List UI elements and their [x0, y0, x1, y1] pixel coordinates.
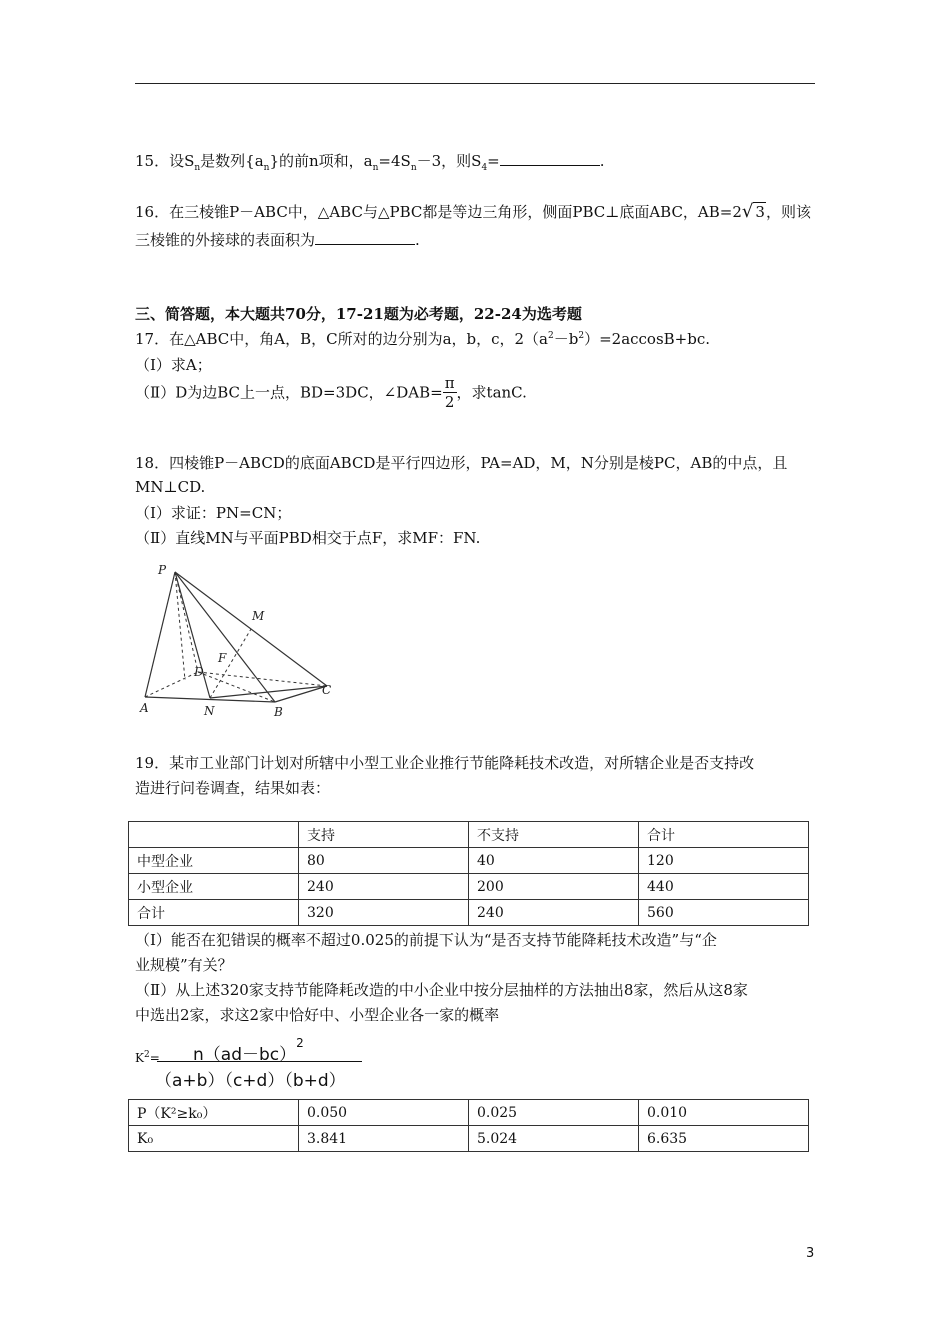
table-row: 小型企业 240 200 440 — [129, 874, 809, 900]
pyramid-figure — [130, 560, 350, 720]
label-C: C — [322, 683, 332, 697]
question-17-part2: （Ⅱ）D为边BC上一点，BD=3DC，∠DAB= $\frac{\pi}{2}$ ，求tanC. — [135, 374, 527, 411]
question-17: 17．在△ABC中，角A，B，C所对的边分别为a，b，c，$2(a^2-b^2)=2accosB+bc$. — [135, 330, 711, 348]
question-19-part2-line2: 中选出2家，求这2家中恰好中、小型企业各一家的概率 — [135, 1006, 500, 1024]
fraction-pi-over-2: $\frac{\pi}{2}$ — [444, 374, 455, 411]
label-M: M — [252, 609, 265, 623]
label-P: P — [158, 563, 167, 577]
answer-blank[interactable] — [315, 230, 415, 245]
page-number: 3 — [806, 1246, 815, 1261]
question-19-part2-line1: （Ⅱ）从上述320家支持节能降耗改造的中小企业中按分层抽样的方法抽出8家，然后从这8家 — [135, 981, 748, 999]
question-16-line2: 三棱锥的外接球的表面积为 . — [135, 231, 420, 249]
table-row: 中型企业 80 40 120 — [129, 848, 809, 874]
table-row: P（K²≥k₀） 0.050 0.025 0.010 — [129, 1100, 809, 1126]
section-title: 三、简答题，本大题共70分，17-21题为必考题，22-24为选考题 — [135, 305, 582, 323]
question-18-part1: （Ⅰ）求证：PN=CN； — [135, 504, 292, 522]
label-A: A — [140, 701, 149, 715]
survey-table — [128, 821, 809, 926]
question-17-part1: （Ⅰ）求A； — [135, 356, 212, 374]
question-16-line1: 16．在三棱锥P－ABC中，△ABC与△PBC都是等边三角形，侧面PBC⊥底面ABC，AB=2√ 3，则该 — [135, 201, 811, 222]
table-row: 合计 320 240 560 — [129, 900, 809, 926]
edge-AD — [145, 672, 198, 697]
label-N: N — [204, 704, 215, 718]
critical-value-table — [128, 1099, 809, 1152]
question-15: 15．设$S_n$是数列$\{a_n\}$的前n项和，$a_n=4S_n-3$，则$S_4=$ . — [135, 152, 605, 173]
label-B: B — [274, 705, 283, 719]
answer-blank[interactable] — [500, 151, 600, 166]
edge-PN — [175, 572, 210, 698]
label-D: D — [194, 665, 204, 679]
table-row: K₀ 3.841 5.024 6.635 — [129, 1126, 809, 1152]
edge-PA — [145, 572, 175, 697]
question-19-line1: 19．某市工业部门计划对所辖中小型工业企业推行节能降耗技术改造，对所辖企业是否支持改 — [135, 754, 755, 772]
question-18-line1: 18．四棱锥P－ABCD的底面ABCD是平行四边形，PA=AD，M，N分别是棱PC，AB的中点，且 — [135, 454, 788, 472]
question-18-part2: （Ⅱ）直线MN与平面PBD相交于点F，求MF：FN. — [135, 529, 481, 547]
question-19-line2: 造进行问卷调查，结果如表： — [135, 779, 331, 797]
question-19-part1-line2: 业规模”有关？ — [135, 956, 233, 974]
edge-DC — [198, 672, 327, 686]
header-rule — [135, 83, 815, 84]
table-row: 支持 不支持 合计 — [129, 822, 809, 848]
question-19-part1-line1: （Ⅰ）能否在犯错误的概率不超过0.025的前提下认为“是否支持节能降耗技术改造”与“企 — [135, 931, 717, 949]
label-F: F — [218, 651, 227, 665]
question-18-line2: MN⊥CD. — [135, 478, 206, 496]
